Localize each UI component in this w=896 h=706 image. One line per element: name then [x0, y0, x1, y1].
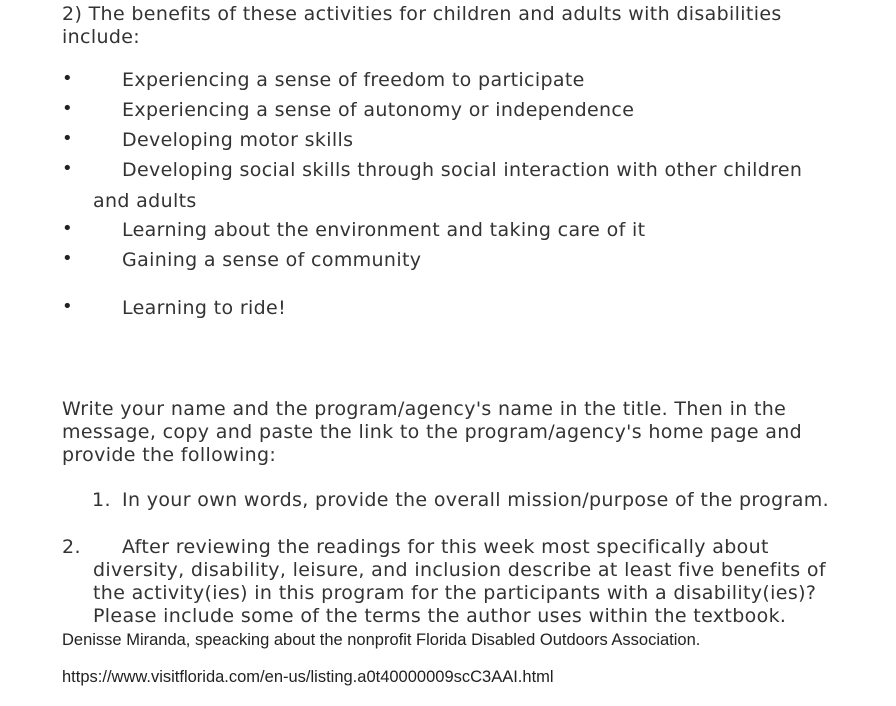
attribution-text: Denisse Miranda, speacking about the nonprofit Florida Disabled Outdoors Association. [62, 631, 701, 649]
question-number: 2. [62, 536, 81, 558]
bullet-icon: • [62, 218, 73, 239]
list-item-text: Developing social skills through social interaction with other children [122, 159, 803, 181]
bullet-icon: • [62, 68, 73, 89]
instructions-line-3: provide the following: [62, 444, 277, 466]
question-number: 1. [92, 489, 111, 511]
question-text: diversity, disability, leisure, and inclusion describe at least five benefits of [93, 559, 826, 581]
instructions-line-1: Write your name and the program/agency's name in the title. Then in the [62, 398, 787, 420]
list-item-continuation: and adults [93, 190, 197, 212]
question-text: In your own words, provide the overall mission/purpose of the program. [122, 489, 829, 511]
list-item-text: Learning about the environment and taking care of it [122, 219, 646, 241]
list-item-text: Developing motor skills [122, 129, 354, 151]
list-item-text: Experiencing a sense of autonomy or independence [122, 99, 635, 121]
bullet-icon: • [62, 158, 73, 179]
question-text: After reviewing the readings for this week most specifically about [122, 536, 769, 558]
list-item-text: Learning to ride! [122, 297, 287, 319]
section-intro-line-2: include: [62, 26, 141, 48]
list-item-text: Experiencing a sense of freedom to participate [122, 69, 585, 91]
question-text: Please include some of the terms the author uses within the textbook. [93, 605, 787, 627]
question-text: the activity(ies) in this program for the participants with a disability(ies)? [93, 582, 817, 604]
section-intro-line-1: 2) The benefits of these activities for children and adults with disabilities [62, 3, 782, 25]
list-item-text: Gaining a sense of community [122, 249, 422, 271]
bullet-icon: • [62, 248, 73, 269]
program-link[interactable]: https://www.visitflorida.com/en-us/listing.a0t40000009scC3AAI.html [62, 668, 554, 686]
bullet-icon: • [62, 98, 73, 119]
bullet-icon: • [62, 128, 73, 149]
bullet-icon: • [62, 296, 73, 317]
instructions-line-2: message, copy and paste the link to the program/agency's home page and [62, 421, 803, 443]
